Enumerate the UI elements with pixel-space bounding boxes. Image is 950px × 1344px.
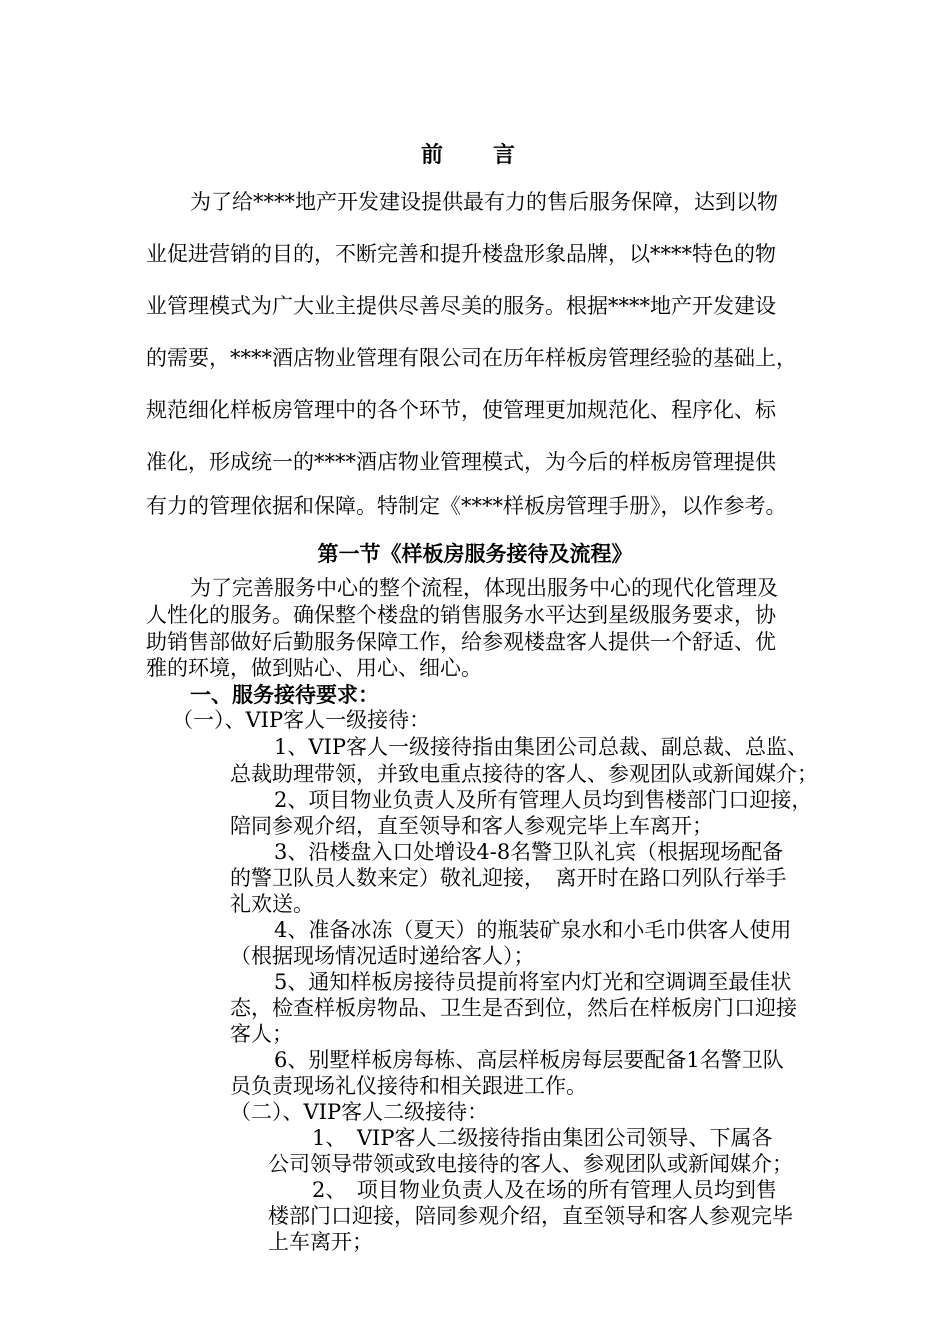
vip1-item: 员负责现场礼仪接待和相关跟进工作。 bbox=[230, 1074, 587, 1098]
preface-line: 的需要，****酒店物业管理有限公司在历年样板房管理经验的基础上， bbox=[146, 346, 797, 370]
vip1-item: 礼欢送。 bbox=[230, 892, 314, 916]
vip1-item: 4、准备冰冻（夏天）的瓶装矿泉水和小毛巾供客人使用 bbox=[274, 918, 792, 942]
vip1-item: 5、通知样板房接待员提前将室内灯光和空调调至最佳状 bbox=[274, 970, 792, 994]
vip2-item: 1、 VIP客人二级接待指由集团公司领导、下属各 bbox=[312, 1126, 773, 1150]
preface-line: 准化，形成统一的****酒店物业管理模式，为今后的样板房管理提供 bbox=[146, 450, 776, 474]
vip1-item: 6、别墅样板房每栋、高层样板房每层要配备1名警卫队 bbox=[274, 1048, 784, 1072]
intro-line: 人性化的服务。确保整个楼盘的销售服务水平达到星级服务要求，协 bbox=[146, 603, 776, 627]
vip2-item: 公司领导带领或致电接待的客人、参观团队或新闻媒介； bbox=[268, 1152, 793, 1176]
section-title: 第一节《样板房服务接待及流程》 bbox=[317, 541, 633, 566]
vip1-item: 客人； bbox=[230, 1022, 293, 1046]
vip2-item: 上车离开； bbox=[268, 1230, 373, 1254]
vip1-item: 的警卫队员人数来定）敬礼迎接， 离开时在路口列队行举手 bbox=[230, 866, 787, 890]
vip1-item: 总裁助理带领，并致电重点接待的客人、参观团队或新闻媒介； bbox=[230, 762, 818, 786]
vip2-item: 2、 项目物业负责人及在场的所有管理人员均到售 bbox=[312, 1178, 777, 1202]
intro-line: 助销售部做好后勤服务保障工作，给参观楼盘客人提供一个舒适、优 bbox=[146, 630, 776, 654]
vip1-item: 陪同参观介绍，直至领导和客人参观完毕上车离开； bbox=[230, 814, 713, 838]
preface-line: 规范细化样板房管理中的各个环节，使管理更加规范化、程序化、标 bbox=[146, 398, 776, 422]
vip1-item: 3、沿楼盘入口处增设4-8名警卫队礼宾（根据现场配备 bbox=[274, 840, 784, 864]
subheading-vip-level1: （一）、VIP客人一级接待： bbox=[172, 708, 431, 732]
vip1-item: （根据现场情况适时递给客人）； bbox=[230, 944, 535, 968]
preface-line: 业管理模式为广大业主提供尽善尽美的服务。根据****地产开发建设 bbox=[146, 294, 776, 318]
preface-line: 为了给****地产开发建设提供最有力的售后服务保障，达到以物 bbox=[190, 190, 778, 214]
preface-line: 有力的管理依据和保障。特制定《****样板房管理手册》，以作参考。 bbox=[146, 494, 787, 518]
vip1-item: 2、项目物业负责人及所有管理人员均到售楼部门口迎接， bbox=[274, 788, 813, 812]
vip2-item: 楼部门口迎接，陪同参观介绍，直至领导和客人参观完毕 bbox=[268, 1204, 793, 1228]
vip1-item: 1、VIP客人一级接待指由集团公司总裁、副总裁、总监、 bbox=[274, 735, 808, 759]
intro-line: 为了完善服务中心的整个流程，体现出服务中心的现代化管理及 bbox=[190, 576, 778, 600]
preface-line: 业促进营销的目的，不断完善和提升楼盘形象品牌，以****特色的物 bbox=[146, 242, 776, 266]
heading-service-requirements: 一、服务接待要求： bbox=[190, 682, 379, 707]
preface-title: 前 言 bbox=[420, 142, 529, 168]
subheading-vip-level2: （二）、VIP客人二级接待： bbox=[230, 1100, 489, 1124]
intro-line: 雅的环境，做到贴心、用心、细心。 bbox=[146, 656, 482, 680]
vip1-item: 态，检查样板房物品、卫生是否到位，然后在样板房门口迎接 bbox=[230, 996, 797, 1020]
